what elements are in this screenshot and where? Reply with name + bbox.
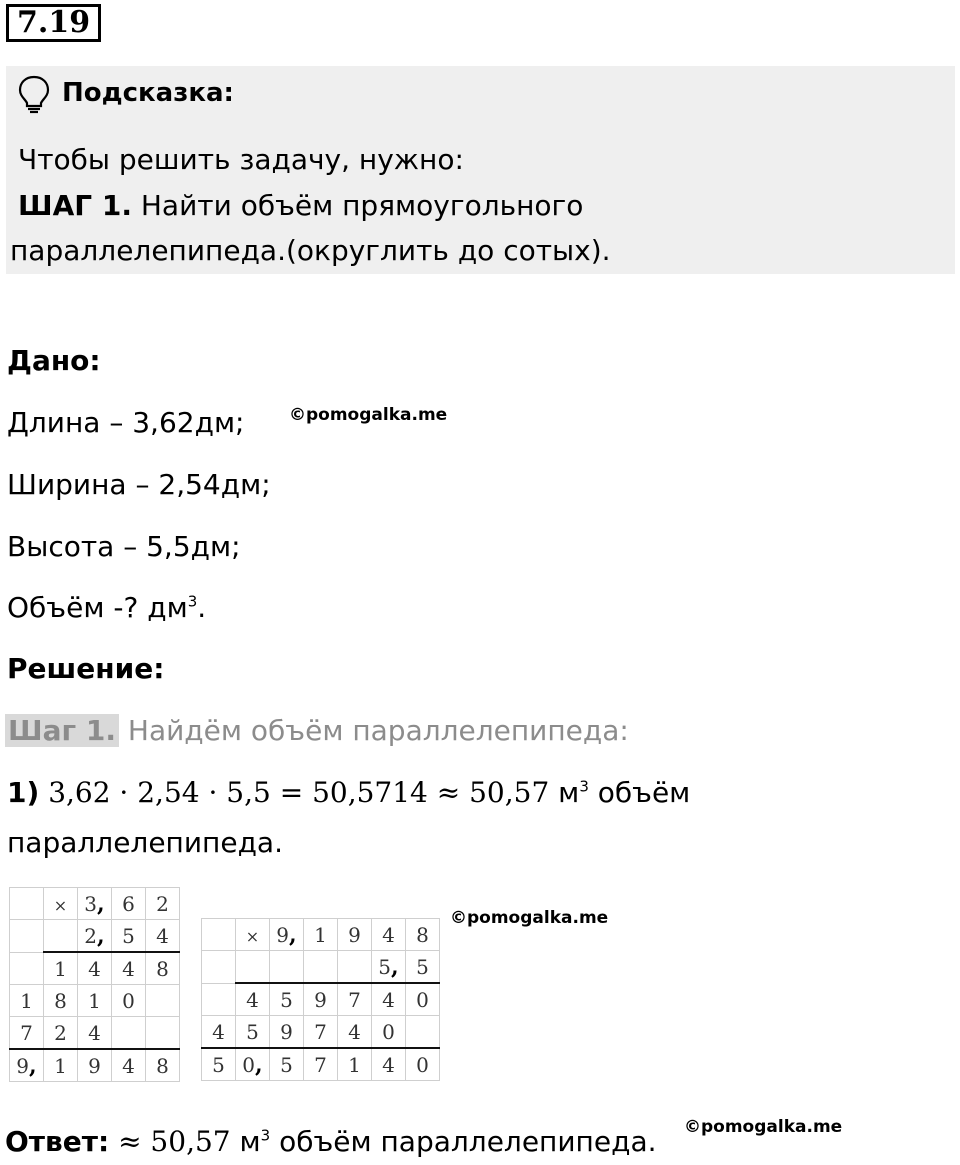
answer-value: ≈ 50,57 (109, 1125, 231, 1158)
formula-unit: м (549, 776, 580, 809)
grid-cell: 5 (236, 1016, 270, 1049)
hint-line: параллелепипеда.(округлить до сотых). (10, 234, 611, 267)
grid-cell: 2 (146, 888, 180, 920)
grid-cell: 2, (78, 920, 112, 953)
grid-cell: 9 (270, 1016, 304, 1049)
grid-cell (146, 985, 180, 1017)
formula: 3,62 · 2,54 · 5,5 = 50,5714 ≈ 50,57 (48, 776, 550, 809)
grid-cell: × (44, 888, 78, 920)
watermark: ©pomogalka.me (289, 405, 448, 425)
grid-cell: 9, (270, 919, 304, 951)
solution-step-label: Шаг 1. (5, 714, 119, 747)
grid-row (10, 920, 180, 953)
grid-cell: 1 (10, 985, 44, 1017)
grid-cell: 0, (236, 1048, 270, 1081)
grid-cell: 9, (10, 1049, 44, 1082)
formula-tail: объём (588, 776, 691, 809)
grid-cell: 8 (406, 919, 440, 951)
given-length: Длина – 3,62дм; (7, 406, 245, 439)
watermark: ©pomogalka.me (450, 908, 609, 928)
grid-cell: 5 (270, 1048, 304, 1081)
grid-cell (202, 919, 236, 951)
grid-cell: 8 (146, 952, 180, 985)
grid-cell (236, 951, 270, 984)
grid-cell: 5 (406, 951, 440, 984)
grid-cell: 4 (372, 919, 406, 951)
grid-cell: 4 (202, 1016, 236, 1049)
exponent: 3 (187, 592, 198, 611)
solution-step (5, 714, 629, 748)
grid-cell (10, 920, 44, 953)
grid-cell (202, 951, 236, 984)
grid-cell: 8 (44, 985, 78, 1017)
grid-cell (202, 983, 236, 1016)
hint-step-label: ШАГ 1. (18, 189, 132, 222)
grid-cell (270, 951, 304, 984)
hint-step-text: Найти объём прямоугольного (131, 189, 584, 222)
grid-cell: 5 (202, 1048, 236, 1081)
watermark: ©pomogalka.me (684, 1117, 843, 1137)
exponent: 3 (260, 1126, 271, 1145)
answer-unit: м (230, 1125, 261, 1158)
given-volume-dot: . (197, 591, 207, 624)
grid-cell: 5 (270, 983, 304, 1016)
grid-cell: 3, (78, 888, 112, 920)
grid-cell (10, 888, 44, 920)
grid-cell (304, 951, 338, 984)
hint-step (18, 189, 583, 223)
grid-cell: 4 (112, 1049, 146, 1082)
hint-title: Подсказка: (62, 78, 234, 108)
answer-label: Ответ: (5, 1125, 110, 1158)
grid-row (10, 1049, 180, 1082)
solution-step-text: Найдём объём параллелепипеда: (118, 714, 629, 747)
grid-row (10, 985, 180, 1017)
grid-cell: × (236, 919, 270, 951)
given-title: Дано: (7, 344, 101, 377)
grid-row (202, 1016, 440, 1049)
grid-cell (44, 920, 78, 953)
grid-cell: 4 (146, 920, 180, 953)
grid-cell: 5, (372, 951, 406, 984)
grid-cell: 7 (10, 1017, 44, 1050)
given-height: Высота – 5,5дм; (7, 530, 241, 563)
grid-cell: 9 (338, 919, 372, 951)
grid-row (10, 952, 180, 985)
grid-cell: 8 (146, 1049, 180, 1082)
item-label: 1) (7, 776, 40, 809)
grid-cell (338, 951, 372, 984)
grid-row (10, 888, 180, 920)
multiplication-grid-2 (201, 918, 440, 1081)
grid-cell: 0 (406, 983, 440, 1016)
grid-row (202, 919, 440, 951)
given-volume (7, 591, 206, 625)
grid-cell: 0 (406, 1048, 440, 1081)
grid-cell: 5 (112, 920, 146, 953)
grid-cell: 7 (304, 1048, 338, 1081)
grid-row (202, 983, 440, 1016)
given-width: Ширина – 2,54дм; (7, 468, 271, 501)
grid-cell (10, 952, 44, 985)
grid-cell: 6 (112, 888, 146, 920)
grid-cell: 1 (304, 919, 338, 951)
problem-number: 7.19 (6, 4, 101, 42)
grid-cell: 4 (78, 1017, 112, 1050)
solution-title: Решение: (7, 652, 165, 685)
grid-cell (406, 1016, 440, 1049)
grid-cell: 1 (78, 985, 112, 1017)
hint-line: Чтобы решить задачу, нужно: (18, 143, 464, 176)
grid-cell: 4 (372, 983, 406, 1016)
answer (5, 1125, 657, 1159)
grid-row (202, 1048, 440, 1081)
grid-cell: 1 (44, 1049, 78, 1082)
grid-cell: 4 (338, 1016, 372, 1049)
multiplication-grid-1 (9, 887, 180, 1082)
exponent: 3 (579, 777, 589, 796)
grid-cell: 0 (372, 1016, 406, 1049)
grid-cell (146, 1017, 180, 1050)
grid-cell: 7 (338, 983, 372, 1016)
grid-cell: 0 (112, 985, 146, 1017)
solution-line: параллелепипеда. (7, 826, 283, 859)
answer-text: объём параллелепипеда. (270, 1125, 657, 1158)
grid-row (10, 1017, 180, 1050)
grid-cell: 9 (304, 983, 338, 1016)
grid-cell: 9 (78, 1049, 112, 1082)
grid-cell: 4 (372, 1048, 406, 1081)
lightbulb-icon (17, 74, 51, 114)
grid-cell: 4 (112, 952, 146, 985)
solution-formula (7, 776, 690, 810)
grid-cell: 4 (236, 983, 270, 1016)
grid-cell: 7 (304, 1016, 338, 1049)
grid-row (202, 951, 440, 984)
grid-cell (112, 1017, 146, 1050)
grid-cell: 2 (44, 1017, 78, 1050)
grid-cell: 4 (78, 952, 112, 985)
grid-cell: 1 (338, 1048, 372, 1081)
given-volume-text: Объём -? дм (7, 591, 188, 624)
grid-cell: 1 (44, 952, 78, 985)
